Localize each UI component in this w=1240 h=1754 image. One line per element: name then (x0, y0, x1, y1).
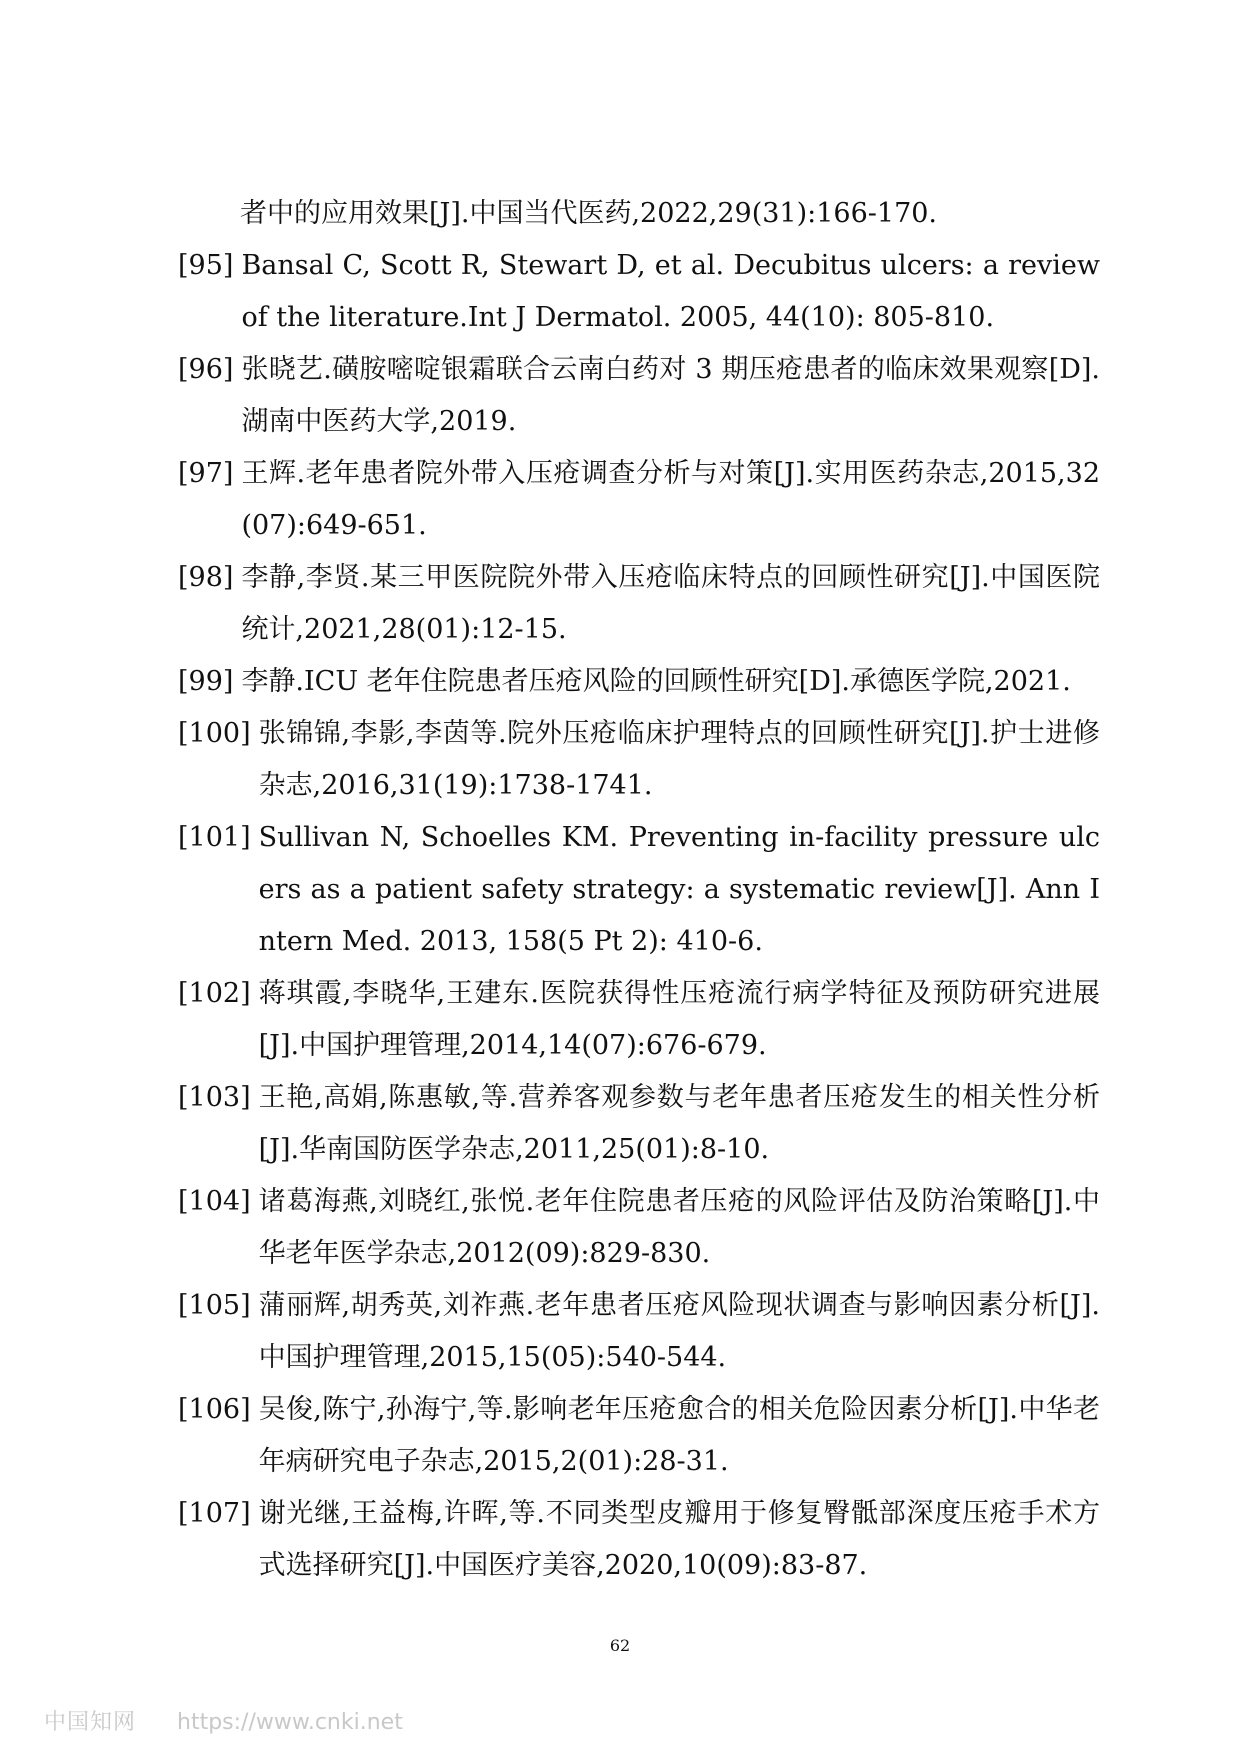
reference-number: [100] (178, 718, 251, 749)
reference-number: [105] (178, 1290, 251, 1321)
reference-106 (178, 1384, 1100, 1488)
reference-text: 蒋琪霞,李晓华,王建东.医院获得性压疮流行病学特征及预防研究进展[J].中国护理管理,2014,14(07):676-679. (258, 978, 1100, 1061)
reference-104 (178, 1176, 1100, 1280)
reference-text: Sullivan N, Schoelles KM. Preventing in-facility pressure ulcers as a patient safety strategy: a systematic review[J]. Ann Intern Med. 2013, 158(5 Pt 2): 410-6. (258, 822, 1100, 957)
reference-text: Bansal C, Scott R, Stewart D, et al. Decubitus ulcers: a review of the literature.Int J Dermatol. 2005, 44(10): 805-810. (241, 250, 1100, 333)
reference-text: 谢光继,王益梅,许晖,等.不同类型皮瓣用于修复臀骶部深度压疮手术方式选择研究[J].中国医疗美容,2020,10(09):83-87. (258, 1498, 1100, 1581)
reference-text: 李静.ICU 老年住院患者压疮风险的回顾性研究[D].承德医学院,2021. (241, 666, 1071, 697)
reference-list (178, 188, 1100, 1592)
reference-text: 蒲丽辉,胡秀英,刘祚燕.老年患者压疮风险现状调查与影响因素分析[J].中国护理管理,2015,15(05):540-544. (258, 1290, 1100, 1373)
reference-number: [104] (178, 1186, 251, 1217)
reference-number: [98] (178, 562, 234, 593)
reference-number: [102] (178, 978, 251, 1009)
reference-text: 张晓艺.磺胺嘧啶银霜联合云南白药对 3 期压疮患者的临床效果观察[D].湖南中医药大学,2019. (241, 354, 1100, 437)
reference-text: 诸葛海燕,刘晓红,张悦.老年住院患者压疮的风险评估及防治策略[J].中华老年医学杂志,2012(09):829-830. (258, 1186, 1100, 1269)
reference-continuation-text: 者中的应用效果[J].中国当代医药,2022,29(31):166-170. (240, 198, 938, 229)
reference-continuation (178, 188, 1100, 240)
reference-text: 王辉.老年患者院外带入压疮调查分析与对策[J].实用医药杂志,2015,32(07):649-651. (241, 458, 1100, 541)
reference-98 (178, 552, 1100, 656)
reference-95 (178, 240, 1100, 344)
page-number: 62 (609, 1636, 631, 1655)
reference-number: [99] (178, 666, 234, 697)
reference-text: 张锦锦,李影,李茵等.院外压疮临床护理特点的回顾性研究[J].护士进修杂志,2016,31(19):1738-1741. (258, 718, 1100, 801)
reference-100 (178, 708, 1100, 812)
reference-text: 王艳,高娟,陈惠敏,等.营养客观参数与老年患者压疮发生的相关性分析[J].华南国防医学杂志,2011,25(01):8-10. (258, 1082, 1100, 1165)
reference-103 (178, 1072, 1100, 1176)
reference-number: [95] (178, 250, 234, 281)
watermark-brand: 中国知网 (44, 1710, 137, 1735)
reference-text: 李静,李贤.某三甲医院院外带入压疮临床特点的回顾性研究[J].中国医院统计,2021,28(01):12-15. (241, 562, 1100, 645)
reference-text: 吴俊,陈宁,孙海宁,等.影响老年压疮愈合的相关危险因素分析[J].中华老年病研究电子杂志,2015,2(01):28-31. (258, 1394, 1100, 1477)
reference-97 (178, 448, 1100, 552)
reference-number: [103] (178, 1082, 251, 1113)
cnki-watermark (44, 1705, 403, 1736)
watermark-url: https://www.cnki.net (177, 1710, 403, 1735)
reference-99 (178, 656, 1100, 708)
reference-105 (178, 1280, 1100, 1384)
reference-107 (178, 1488, 1100, 1592)
reference-96 (178, 344, 1100, 448)
reference-number: [101] (178, 822, 251, 853)
reference-number: [106] (178, 1394, 251, 1425)
reference-101 (178, 812, 1100, 968)
reference-number: [96] (178, 354, 234, 385)
reference-number: [107] (178, 1498, 251, 1529)
reference-102 (178, 968, 1100, 1072)
reference-number: [97] (178, 458, 234, 489)
